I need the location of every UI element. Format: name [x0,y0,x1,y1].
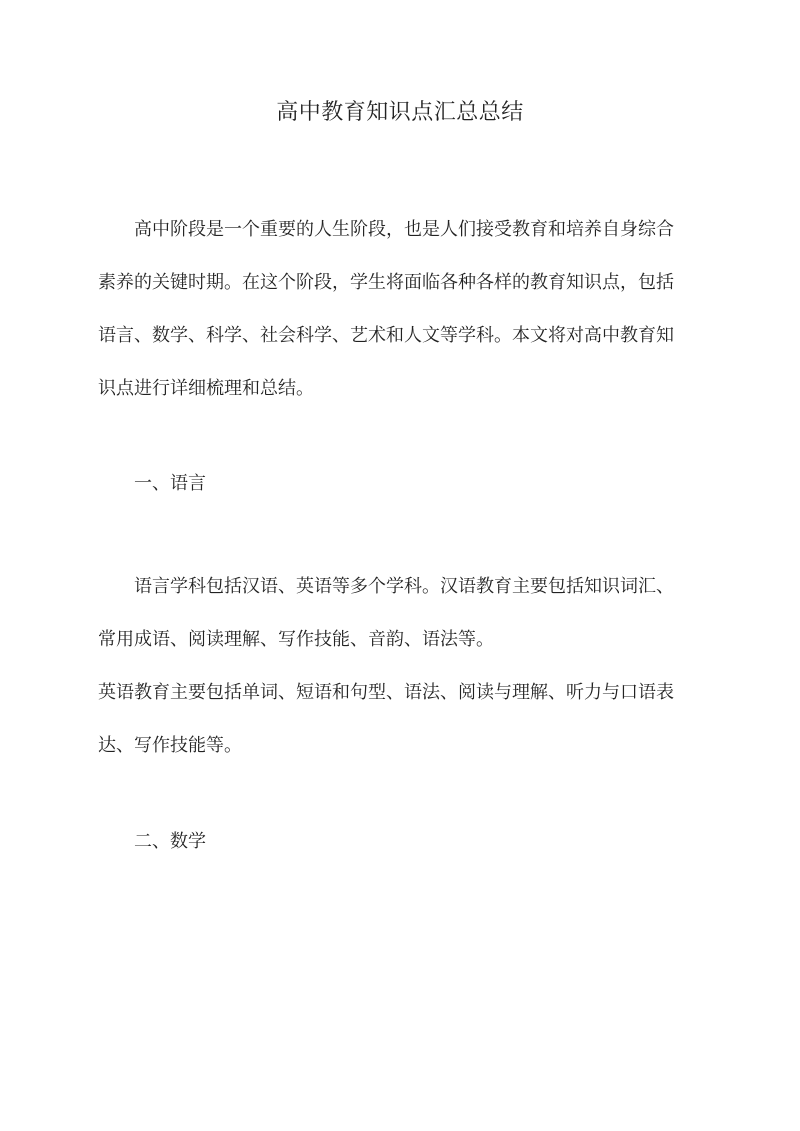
intro-line: 识点进行详细梳理和总结。 [98,378,314,399]
language-line: 常用成语、阅读理解、写作技能、音韵、语法等。 [98,629,494,650]
language-line: 达、写作技能等。 [98,735,242,756]
document-title: 高中教育知识点汇总总结 [276,100,524,125]
intro-paragraph [98,203,702,415]
language-line: 英语教育主要包括单词、短语和句型、语法、阅读与理解、听力与口语表 [98,682,674,703]
intro-line: 高中阶段是一个重要的人生阶段，也是人们接受教育和培养自身综合 [134,219,674,240]
intro-line: 语言、数学、科学、社会科学、艺术和人文等学科。本文将对高中教育知 [98,325,674,346]
language-line: 语言学科包括汉语、英语等多个学科。汉语教育主要包括知识词汇、 [134,576,674,597]
section-heading-language: 一、语言 [134,473,206,494]
section-heading-math: 二、数学 [134,831,206,852]
intro-line: 素养的关键时期。在这个阶段，学生将面临各种各样的教育知识点，包括 [98,272,674,293]
language-paragraph [98,560,702,772]
